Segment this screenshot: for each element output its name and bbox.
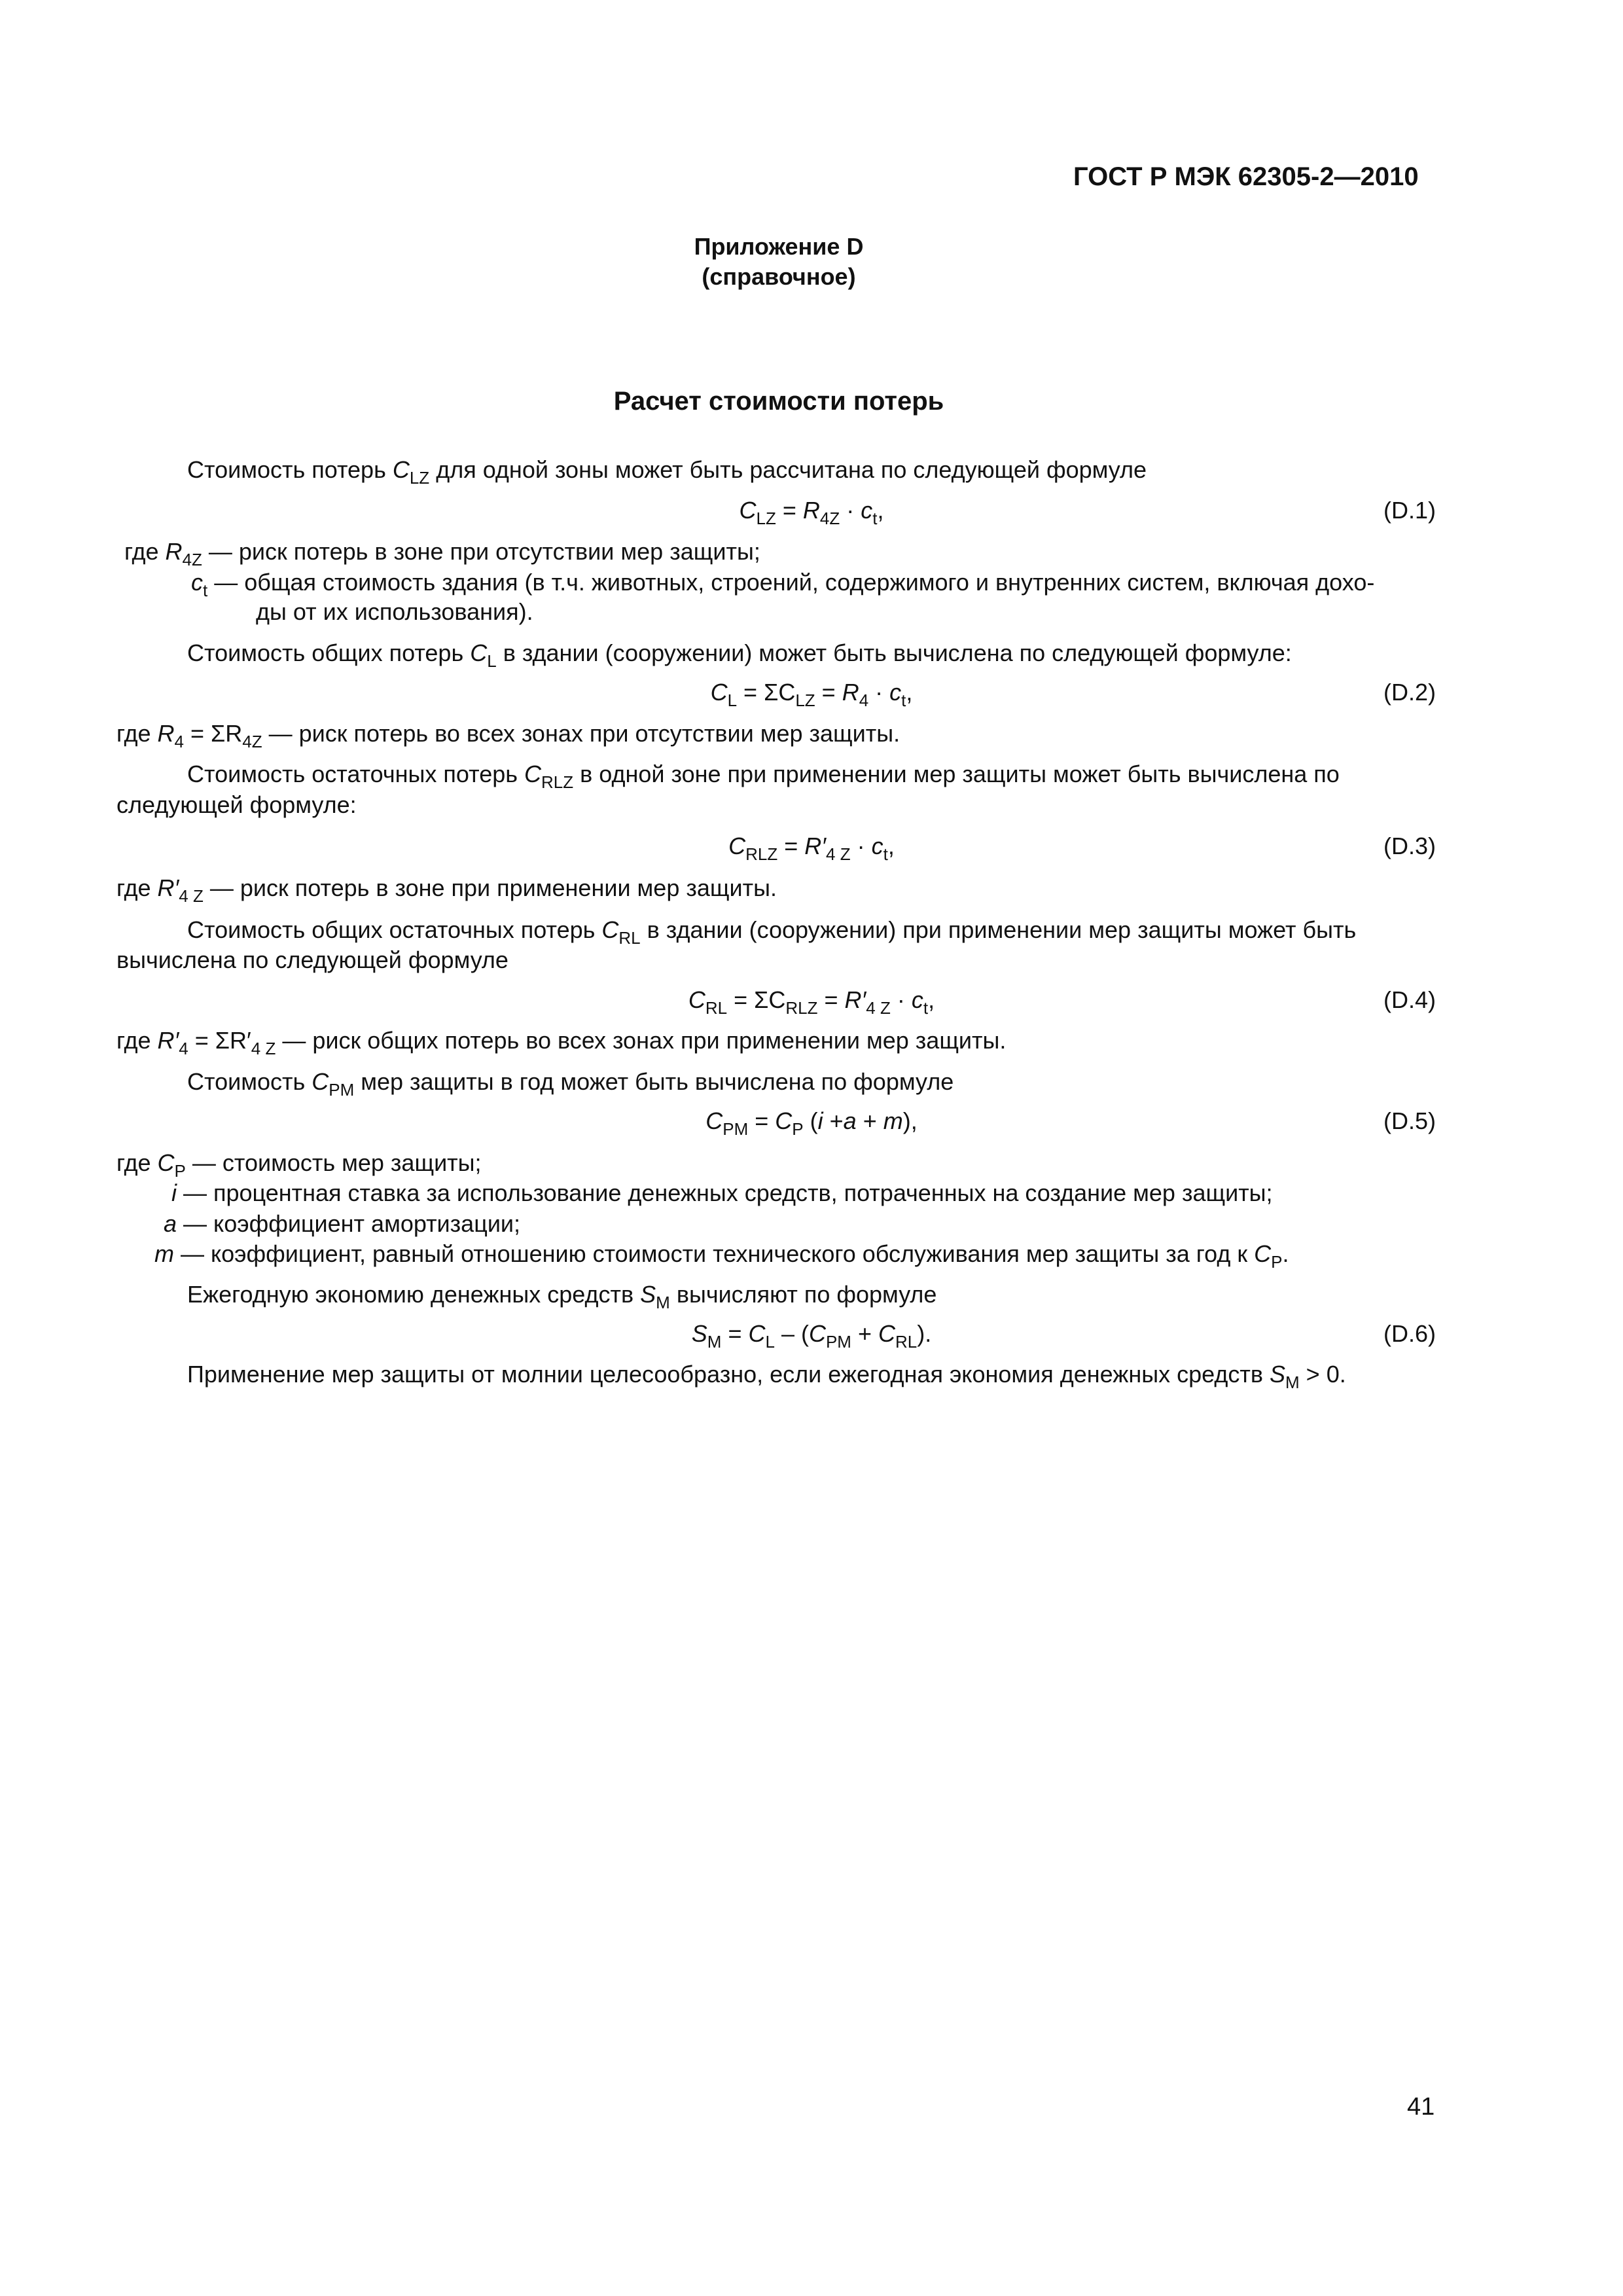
formula-d4: $C_{RL} = \Sigma C_{RLZ} = R'_{4 Z} \cdot c_t$, <box>688 986 935 1018</box>
equation-number-d1: (D.1) <box>1383 497 1436 524</box>
formula-d6: $S_M = C_L - (C_{PM} + C_{RL})$. <box>691 1320 932 1352</box>
where-i: i — процентная ставка за использование денежных средств, потраченных на создание мер защиты; <box>171 1179 1273 1206</box>
where-ct: $c_t$ — общая стоимость здания (в т.ч. животных, строений, содержимого и внутренних систем, включая дохо- <box>191 569 1375 600</box>
where-a: a — коэффициент амортизации; <box>164 1210 521 1237</box>
appendix-title: Приложение D <box>694 233 864 260</box>
where-r4z: где $R_{4Z}$ — риск потерь в зоне при отсутствии мер защиты; <box>124 538 760 569</box>
where-ct-continued: ды от их использования). <box>256 598 533 625</box>
equation-number-d6: (D.6) <box>1383 1320 1436 1347</box>
formula-d2: $C_L = \Sigma C_{LZ} = R_4 \cdot c_t$, <box>710 679 913 710</box>
equation-number-d3: (D.3) <box>1383 833 1436 859</box>
where-r4z-prime: где $R'_{4 Z}$ — риск потерь в зоне при применении мер защиты. <box>116 874 777 906</box>
equation-number-d2: (D.2) <box>1383 679 1436 706</box>
paragraph-6: Ежегодную экономию денежных средств $S_M$ вычисляют по формуле <box>187 1281 937 1312</box>
appendix-subtitle: (справочное) <box>702 263 856 290</box>
where-r4-prime: где $R'_4 = \Sigma R'_{4 Z}$ — риск общих потерь во всех зонах при применении мер защиты. <box>116 1027 1007 1058</box>
where-m: m — коэффициент, равный отношению стоимости технического обслуживания мер защиты за год к $C_P$. <box>154 1240 1289 1272</box>
page-number: 41 <box>1407 2093 1435 2121</box>
formula-d3: $C_{RLZ} = R'_{4 Z} \cdot c_t$, <box>728 833 895 864</box>
paragraph-4-continued: вычислена по следующей формуле <box>116 946 508 973</box>
paragraph-2: Стоимость общих потерь $C_L$ в здании (сооружении) может быть вычислена по следующей формуле: <box>187 639 1292 671</box>
formula-d5: $C_{PM} = C_P$ (i +a + m), <box>705 1107 918 1139</box>
document-id: ГОСТ Р МЭК 62305-2—2010 <box>1073 162 1419 191</box>
where-r4: где $R_4 = \Sigma R_{4Z}$ — риск потерь во всех зонах при отсутствии мер защиты. <box>116 720 901 751</box>
equation-number-d5: (D.5) <box>1383 1107 1436 1134</box>
section-title: Расчет стоимости потерь <box>613 387 944 416</box>
paragraph-7: Применение мер защиты от молнии целесообразно, если ежегодная экономия денежных средств $S_M > 0$. <box>187 1361 1346 1392</box>
paragraph-1: Стоимость потерь $C_{LZ}$ для одной зоны может быть рассчитана по следующей формуле <box>187 456 1147 488</box>
formula-d1: $C_{LZ} = R_{4Z} \cdot c_t$, <box>739 497 884 528</box>
paragraph-4: Стоимость общих остаточных потерь $C_{RL}$ в здании (сооружении) при применении мер защиты может быть <box>187 916 1357 948</box>
paragraph-3: Стоимость остаточных потерь $C_{RLZ}$ в одной зоне при применении мер защиты может быть вычислена по <box>187 761 1340 792</box>
paragraph-5: Стоимость $C_{PM}$ мер защиты в год может быть вычислена по формуле <box>187 1068 954 1100</box>
paragraph-3-continued: следующей формуле: <box>116 791 357 818</box>
equation-number-d4: (D.4) <box>1383 986 1436 1013</box>
where-cp: где $C_P$ — стоимость мер защиты; <box>116 1149 482 1181</box>
